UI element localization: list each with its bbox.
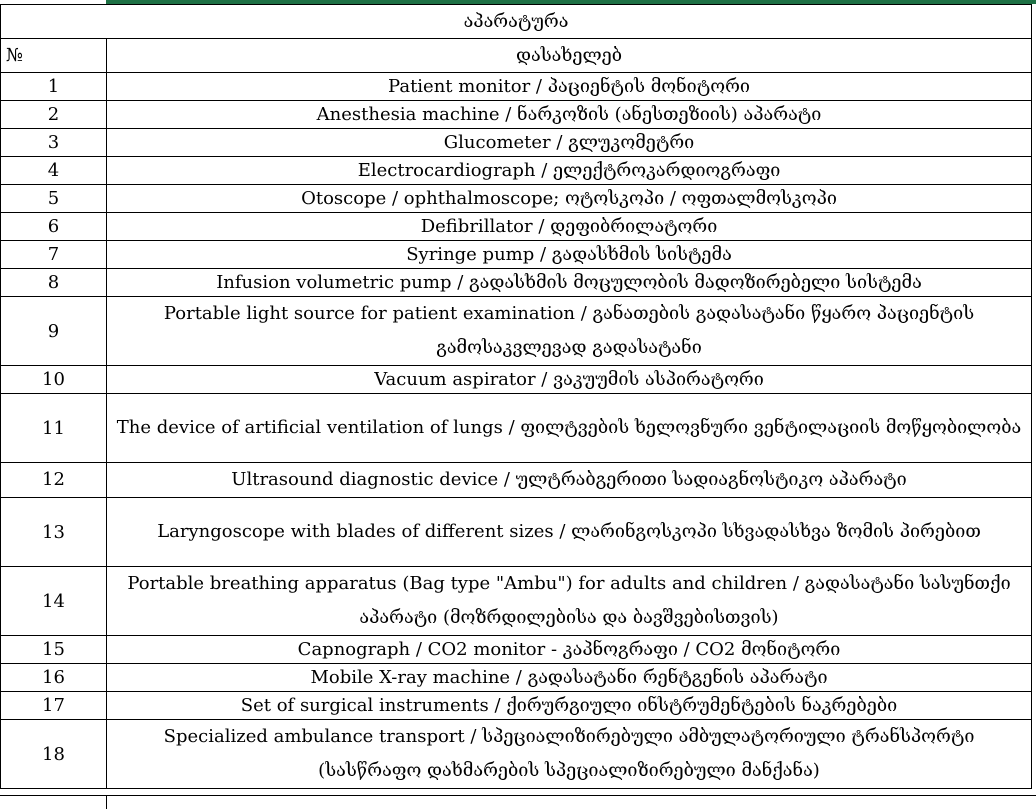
equipment-table [0,4,1032,789]
table-row [1,185,1032,213]
cell-name[interactable]: Vacuum aspirator / ვაკუუმის ასპირატორი [107,366,1032,394]
table-header-row [1,39,1032,73]
cell-name[interactable]: Portable light source for patient examination / განათების გადასატანი წყარო პაციენტის გამოსაკვლევად გადასატანი [107,297,1032,366]
cell-number[interactable]: 11 [1,394,107,463]
table-row [1,664,1032,692]
table-row [1,241,1032,269]
table-row [1,297,1032,366]
cell-number[interactable]: 5 [1,185,107,213]
cell-name[interactable]: Glucometer / გლუკომეტრი [107,129,1032,157]
cell-number[interactable]: 4 [1,157,107,185]
cell-number[interactable]: 9 [1,297,107,366]
cell-number[interactable]: 10 [1,366,107,394]
cell-name[interactable]: Set of surgical instruments / ქირურგიული ინსტრუმენტების ნაკრებები [107,692,1032,720]
cell-number[interactable]: 12 [1,463,107,498]
table-row [1,129,1032,157]
cell-number[interactable]: 17 [1,692,107,720]
cell-number[interactable]: 6 [1,213,107,241]
cell-name[interactable]: Syringe pump / გადასხმის სისტემა [107,241,1032,269]
cell-number[interactable]: 7 [1,241,107,269]
cell-number[interactable]: 16 [1,664,107,692]
table-row [1,636,1032,664]
empty-next-row[interactable] [0,795,1036,809]
cell-name[interactable]: Otoscope / ophthalmoscope; ოტოსკოპი / ოფთალმოსკოპი [107,185,1032,213]
cell-number[interactable]: 15 [1,636,107,664]
table-row [1,213,1032,241]
column-header-number[interactable]: № [1,39,107,73]
cell-name[interactable]: Laryngoscope with blades of different sizes / ლარინგოსკოპი სხვადასხვა ზომის პირებით [107,498,1032,567]
cell-number[interactable]: 1 [1,73,107,101]
table-row [1,720,1032,789]
cell-number[interactable]: 14 [1,567,107,636]
cell-number[interactable]: 13 [1,498,107,567]
cell-number[interactable]: 3 [1,129,107,157]
cell-number[interactable]: 8 [1,269,107,297]
table-row [1,498,1032,567]
table-row [1,567,1032,636]
table-row [1,157,1032,185]
cell-name[interactable]: The device of artificial ventilation of lungs / ფილტვების ხელოვნური ვენტილაციის მოწყობილობა [107,394,1032,463]
table-row [1,269,1032,297]
cell-name[interactable]: Infusion volumetric pump / გადასხმის მოცულობის მადოზირებელი სისტემა [107,269,1032,297]
table-title[interactable]: აპარატურა [1,5,1032,39]
cell-number[interactable]: 18 [1,720,107,789]
table-row [1,692,1032,720]
cell-name[interactable]: Patient monitor / პაციენტის მონიტორი [107,73,1032,101]
table-row [1,101,1032,129]
cell-name[interactable]: Portable breathing apparatus (Bag type "Ambu") for adults and children / გადასატანი სასუნთქი აპარატი (მოზრდილებისა და ბავშვებისთვის) [107,567,1032,636]
table-title-row [1,5,1032,39]
table-row [1,73,1032,101]
cell-number[interactable]: 2 [1,101,107,129]
cell-name[interactable]: Specialized ambulance transport / სპეციალიზირებული ამბულატორიული ტრანსპორტი (სასწრაფო დახმარების სპეციალიზირებული მანქანა) [107,720,1032,789]
column-divider [106,796,107,809]
cell-name[interactable]: Anesthesia machine / ნარკოზის (ანესთეზიის) აპარატი [107,101,1032,129]
column-header-name[interactable]: დასახელებ [107,39,1032,73]
table-row [1,366,1032,394]
cell-name[interactable]: Mobile X-ray machine / გადასატანი რენტგენის აპარატი [107,664,1032,692]
cell-name[interactable]: Electrocardiograph / ელექტროკარდიოგრაფი [107,157,1032,185]
table-row [1,463,1032,498]
cell-name[interactable]: Defibrillator / დეფიბრილატორი [107,213,1032,241]
table-row [1,394,1032,463]
cell-name[interactable]: Capnograph / CO2 monitor - კაპნოგრაფი / CO2 მონიტორი [107,636,1032,664]
cell-name[interactable]: Ultrasound diagnostic device / ულტრაბგერითი სადიაგნოსტიკო აპარატი [107,463,1032,498]
